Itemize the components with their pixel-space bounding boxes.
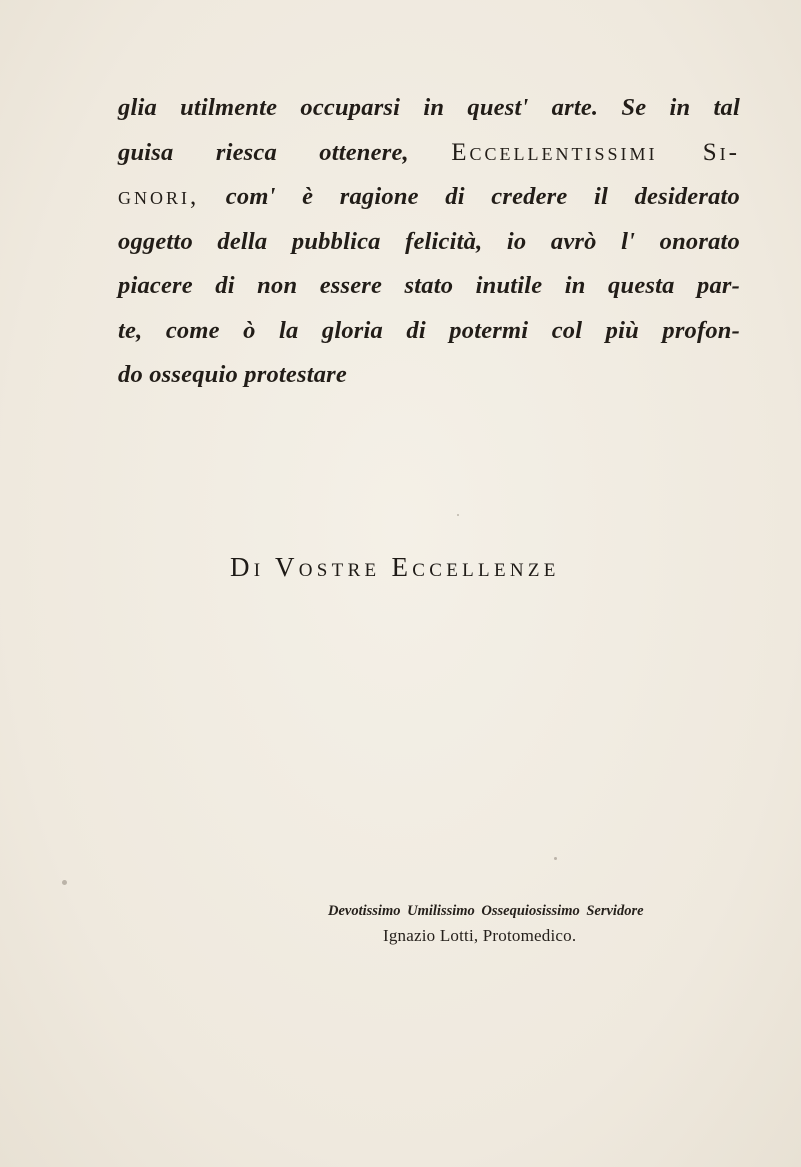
signature-title: Devotissimo Umilissimo Ossequiosissimo Servidore — [328, 903, 644, 919]
address-eccellentissimi: Eccellentissimi Si- — [451, 138, 740, 166]
text-line-7: do ossequio protestare — [118, 361, 347, 388]
text-line-6: te, come ò la gloria di potermi col più profon- — [118, 316, 740, 344]
text-line-1: glia utilmente occuparsi in quest' arte. Se in tal — [118, 94, 740, 121]
text-line-2 — [118, 131, 740, 176]
closing-salutation: Di Vostre Eccellenze — [230, 552, 560, 582]
text-line-4: oggetto della pubblica felicità, io avrò l' onorato — [118, 227, 740, 255]
paper-speck — [62, 880, 67, 885]
text-line-2-italic: guisa riesca ottenere, — [118, 138, 409, 166]
text-line-3 — [118, 175, 740, 220]
paper-speck — [554, 857, 557, 860]
signature-name: Ignazio Lotti, Protomedico. — [383, 926, 577, 945]
address-gnori: gnori, — [118, 183, 200, 210]
paper-speck — [457, 514, 459, 516]
dedication-paragraph — [118, 86, 740, 398]
text-line-5: piacere di non essere stato inutile in questa par- — [118, 272, 740, 299]
text-line-3-italic: com' è ragione di credere il desiderato — [225, 183, 741, 210]
